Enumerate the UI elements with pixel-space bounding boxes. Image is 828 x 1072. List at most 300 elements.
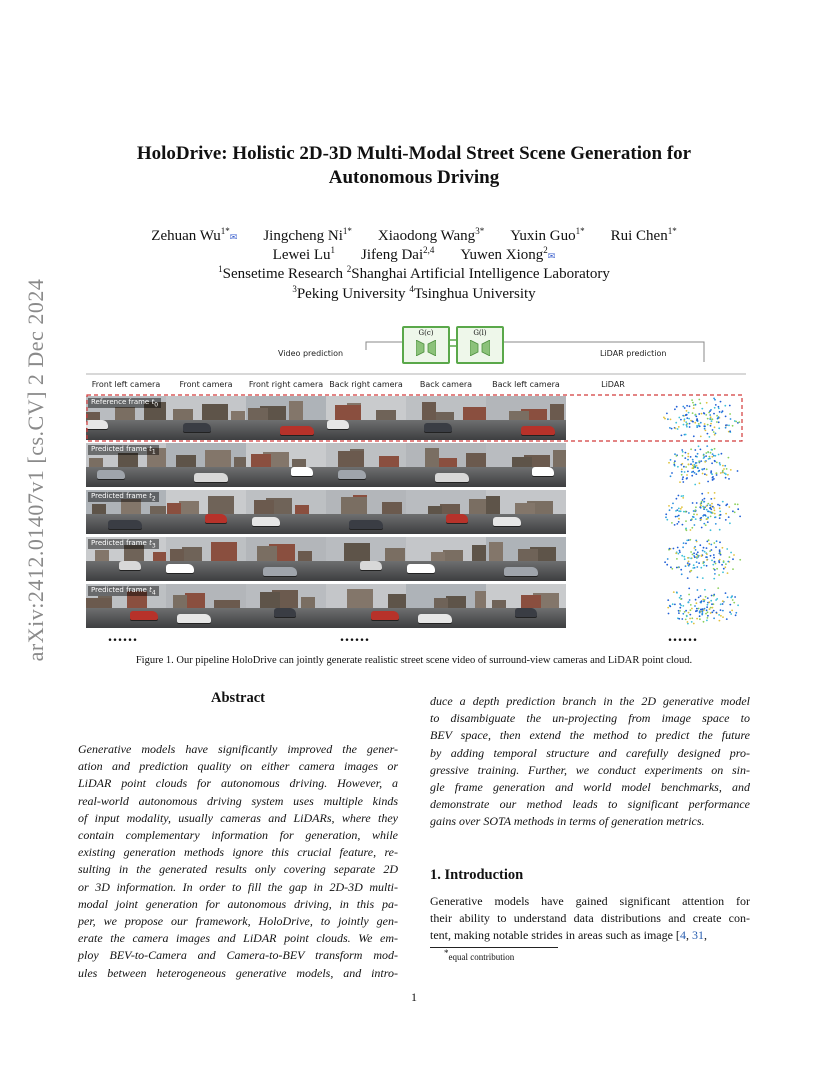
lidar-point — [729, 611, 731, 613]
lidar-point — [714, 573, 716, 575]
lidar-point-cloud — [652, 584, 746, 628]
frame-building — [205, 450, 231, 467]
lidar-point — [696, 557, 698, 559]
lidar-point — [680, 508, 682, 510]
text-line: existing generation methods ignore this crucial feature, re- — [78, 845, 398, 860]
lidar-point — [739, 516, 741, 518]
lidar-point — [712, 564, 714, 566]
lidar-point — [730, 469, 732, 471]
lidar-point — [664, 561, 666, 563]
lidar-point — [719, 517, 721, 519]
lidar-point — [725, 563, 727, 565]
footnote-rule — [430, 947, 558, 948]
author — [460, 247, 555, 263]
lidar-point — [696, 610, 698, 612]
lidar-point — [733, 554, 735, 556]
lidar-point — [681, 449, 683, 451]
lidar-point — [674, 453, 676, 455]
frame-building — [150, 506, 166, 514]
author-affiliation-mark: 3* — [475, 226, 485, 236]
lidar-point — [722, 470, 724, 472]
lidar-point — [675, 552, 677, 554]
affiliation-line-2 — [60, 284, 768, 304]
lidar-point — [676, 523, 678, 525]
lidar-point — [727, 474, 729, 476]
lidar-point — [722, 465, 724, 467]
abstract-heading: Abstract — [211, 690, 265, 706]
lidar-point — [677, 466, 679, 468]
lidar-point — [703, 621, 705, 623]
lidar-point — [676, 592, 678, 594]
lidar-point — [737, 470, 739, 472]
lidar-point — [692, 467, 694, 469]
lidar-point — [722, 547, 724, 549]
lidar-point — [679, 603, 681, 605]
frame-building — [382, 502, 402, 514]
frame-building — [512, 457, 532, 467]
lidar-point — [714, 509, 716, 511]
lidar-point — [696, 514, 698, 516]
footnote — [444, 948, 515, 962]
lidar-point — [713, 610, 715, 612]
lidar-point — [679, 610, 681, 612]
lidar-point — [694, 556, 696, 558]
lidar-point — [673, 462, 675, 464]
envelope-icon: ✉ — [547, 251, 556, 261]
lidar-point — [710, 600, 712, 602]
author-name: Jingcheng Ni — [263, 228, 343, 244]
lidar-point — [719, 511, 721, 513]
lidar-point — [707, 604, 709, 606]
frame-car — [360, 561, 382, 570]
lidar-point — [701, 555, 703, 557]
camera-frame — [246, 537, 326, 581]
lidar-point — [686, 615, 688, 617]
affiliation-line-1 — [60, 264, 768, 284]
affil-text: Shanghai Artificial Intelligence Laboratory — [351, 266, 610, 282]
author — [378, 228, 484, 244]
encoder-decoder-icon — [416, 340, 436, 356]
lidar-point — [688, 512, 690, 514]
text-line: ation and prediction quality on either camera images or — [78, 759, 398, 774]
author — [361, 247, 434, 263]
lidar-point — [719, 462, 721, 464]
lidar-point — [725, 519, 727, 521]
lidar-point — [700, 602, 702, 604]
affil-text: Tsinghua University — [413, 286, 536, 302]
lidar-point — [676, 455, 678, 457]
lidar-point — [665, 513, 667, 515]
lidar-point — [719, 552, 721, 554]
lidar-point — [710, 612, 712, 614]
figure-caption: Figure 1. Our pipeline HoloDrive can jointly generate realistic street scene video of surround-view cameras and LiDAR point cloud. — [135, 655, 693, 666]
lidar-point — [694, 464, 696, 466]
lidar-point — [698, 470, 700, 472]
lidar-point — [732, 568, 734, 570]
lidar-point — [714, 460, 716, 462]
frame-label-var: t — [151, 398, 155, 406]
title-line-1: HoloDrive: Holistic 2D-3D Multi-Modal Street Scene Generation for — [136, 143, 692, 164]
camera-generator-block — [402, 326, 450, 364]
lidar-point — [686, 529, 688, 531]
frame-label-var: t — [149, 539, 152, 547]
text-line: real-world autonomous driving system uses multiple kinds — [78, 793, 398, 808]
lidar-point — [705, 524, 707, 526]
lidar-point — [734, 511, 736, 513]
lidar-point — [677, 516, 679, 518]
citation-link[interactable]: 4 — [679, 928, 686, 943]
lidar-point — [706, 553, 708, 555]
text-line: ules between heterogeneous generative models, and intro- — [78, 965, 398, 980]
author-affiliation-mark: 2,4 — [423, 245, 435, 255]
lidar-point — [710, 607, 712, 609]
lidar-point — [703, 565, 705, 567]
lidar-point — [671, 507, 673, 509]
frame-building — [182, 547, 202, 561]
abstract-continuation — [430, 693, 750, 831]
lidar-point — [706, 509, 708, 511]
lidar-point — [729, 604, 731, 606]
lidar-point — [710, 508, 712, 510]
camera-frame — [406, 584, 486, 628]
lidar-point — [694, 472, 696, 474]
lidar-point — [703, 561, 705, 563]
text-line: to disambiguate the un-projecting from image space to — [430, 711, 750, 726]
lidar-point — [706, 474, 708, 476]
lidar-point — [706, 620, 708, 622]
page-number: 1 — [411, 990, 417, 1004]
camera-frame — [406, 537, 486, 581]
lidar-point — [720, 472, 722, 474]
lidar-point — [688, 565, 690, 567]
lidar-point — [704, 589, 706, 591]
lidar-point — [697, 589, 699, 591]
frame-label-index: 1 — [151, 448, 156, 456]
camera-frame — [406, 490, 486, 534]
lidar-point — [672, 603, 674, 605]
lidar-point — [699, 461, 701, 463]
camera-frame — [86, 490, 166, 534]
lidar-point — [707, 451, 709, 453]
lidar-point — [681, 555, 683, 557]
lidar-point — [670, 459, 672, 461]
lidar-point — [694, 524, 696, 526]
lidar-point — [706, 468, 708, 470]
lidar-point — [707, 481, 709, 483]
camera-frame — [166, 490, 246, 534]
lidar-point — [697, 551, 699, 553]
lidar-point — [692, 471, 694, 473]
frame-building — [257, 546, 277, 561]
lidar-point — [693, 547, 695, 549]
lidar-point — [688, 594, 690, 596]
column-header: Back camera — [419, 380, 473, 389]
frame-car — [252, 517, 280, 526]
lidar-point — [681, 618, 683, 620]
lidar-point — [712, 476, 714, 478]
lidar-point — [719, 507, 721, 509]
lidar-point — [714, 517, 716, 519]
frame-building — [521, 595, 541, 608]
lidar-point — [699, 618, 701, 620]
frame-building — [518, 549, 538, 561]
frame-building — [214, 600, 240, 608]
frame-building — [515, 503, 535, 514]
lidar-point — [713, 455, 715, 457]
lidar-point — [669, 548, 671, 550]
frame-label-index: 0 — [154, 401, 159, 409]
lidar-point — [712, 607, 714, 609]
lidar-point — [695, 506, 697, 508]
lidar-point — [700, 519, 702, 521]
affil-mark: 2 — [346, 264, 352, 274]
frame-road — [246, 467, 326, 487]
lidar-point — [666, 519, 668, 521]
text-segment: , — [703, 928, 707, 943]
author — [151, 228, 237, 244]
lidar-point — [714, 448, 716, 450]
frame-car — [291, 467, 313, 476]
lidar-point — [682, 605, 684, 607]
lidar-point — [692, 567, 694, 569]
lidar-point — [687, 577, 689, 579]
lidar-point — [692, 461, 694, 463]
lidar-point — [686, 474, 688, 476]
lidar-point — [695, 455, 697, 457]
lidar-point — [693, 516, 695, 518]
lidar-point — [687, 602, 689, 604]
column-header: Front right camera — [248, 380, 324, 389]
lidar-point — [739, 559, 741, 561]
lidar-point — [687, 623, 689, 625]
frame-car — [177, 614, 211, 623]
lidar-point — [714, 498, 716, 500]
introduction-body — [430, 893, 750, 945]
lidar-point — [707, 617, 709, 619]
camera-frame — [326, 584, 406, 628]
frame-building — [486, 496, 500, 514]
camera-frame — [326, 537, 406, 581]
lidar-point — [717, 504, 719, 506]
camera-frame — [486, 584, 566, 628]
authors-row-2 — [60, 245, 768, 266]
lidar-point — [681, 573, 683, 575]
lidar-point — [711, 549, 713, 551]
lidar-point — [706, 445, 708, 447]
lidar-point — [734, 503, 736, 505]
lidar-point — [671, 522, 673, 524]
lidar-point — [674, 524, 676, 526]
lidar-point — [675, 516, 677, 518]
lidar-point — [727, 561, 729, 563]
frame-car — [515, 608, 537, 617]
author — [273, 247, 335, 263]
lidar-point — [732, 510, 734, 512]
lidar-point — [671, 568, 673, 570]
lidar-point — [725, 592, 727, 594]
lidar-point — [688, 612, 690, 614]
lidar-point — [718, 560, 720, 562]
lidar-point — [682, 451, 684, 453]
lidar-point — [708, 601, 710, 603]
lidar-point — [710, 529, 712, 531]
frame-building — [379, 456, 399, 467]
lidar-point — [704, 608, 706, 610]
lidar-point — [709, 608, 711, 610]
lidar-point — [707, 503, 709, 505]
frame-label — [88, 586, 159, 596]
lidar-point — [716, 472, 718, 474]
frame-building — [211, 542, 237, 561]
frame-car — [446, 514, 468, 523]
lidar-point — [710, 505, 712, 507]
lidar-point — [676, 567, 678, 569]
lidar-point — [693, 513, 695, 515]
author-name: Jifeng Dai — [361, 247, 424, 263]
lidar-point — [674, 460, 676, 462]
lidar-point — [686, 478, 688, 480]
frame-building — [434, 598, 448, 608]
lidar-point — [702, 577, 704, 579]
lidar-point — [710, 512, 712, 514]
lidar-point — [706, 518, 708, 520]
lidar-point — [668, 505, 670, 507]
ellipsis-center: ...... — [340, 628, 370, 645]
lidar-point — [730, 613, 732, 615]
lidar-point — [716, 568, 718, 570]
frame-building — [385, 548, 405, 561]
lidar-point — [715, 563, 717, 565]
lidar-point — [691, 608, 693, 610]
lidar-point — [721, 453, 723, 455]
frame-car — [130, 611, 158, 620]
lidar-point — [681, 495, 683, 497]
lidar-point — [703, 501, 705, 503]
lidar-point — [720, 603, 722, 605]
author-affiliation-mark: 1* — [342, 226, 352, 236]
lidar-point — [693, 552, 695, 554]
lidar-point — [723, 468, 725, 470]
frame-row — [86, 537, 646, 581]
lidar-point — [673, 548, 675, 550]
frame-building — [173, 595, 187, 608]
lidar-point — [696, 502, 698, 504]
affil-mark: 3 — [292, 284, 297, 294]
lidar-point — [688, 463, 690, 465]
lidar-point — [704, 551, 706, 553]
lidar-point — [710, 555, 712, 557]
lidar-point — [725, 473, 727, 475]
lidar-point — [676, 558, 678, 560]
frame-building — [170, 549, 184, 561]
frame-row — [86, 443, 646, 487]
lidar-point — [713, 554, 715, 556]
lidar-point — [683, 466, 685, 468]
lidar-point — [700, 503, 702, 505]
frame-building — [425, 448, 439, 467]
author — [510, 228, 584, 244]
lidar-point — [696, 561, 698, 563]
lidar-point — [728, 516, 730, 518]
lidar-point — [719, 620, 721, 622]
lidar-point — [682, 613, 684, 615]
lidar-point — [727, 572, 729, 574]
frame-label — [88, 445, 159, 455]
lidar-point — [681, 469, 683, 471]
frame-building — [469, 499, 486, 514]
lidar-point — [678, 553, 680, 555]
text-line: or 3D information. In order to fill the gap in 2D-3D multi- — [78, 879, 398, 894]
author-affiliation-mark: 2 — [543, 245, 548, 255]
frame-car — [349, 520, 383, 529]
lidar-point — [731, 596, 733, 598]
lidar-point — [687, 557, 689, 559]
text-line: LiDAR point clouds for autonomous driving. However, a — [78, 776, 398, 791]
text-line: demonstrate our method leads to significant performance — [430, 797, 750, 812]
lidar-point — [697, 453, 699, 455]
video-prediction-label: Video prediction — [278, 349, 344, 358]
lidar-point — [689, 539, 691, 541]
frame-building — [437, 458, 457, 467]
lidar-point — [689, 599, 691, 601]
lidar-point — [685, 619, 687, 621]
camera-frame — [166, 443, 246, 487]
lidar-point — [737, 604, 739, 606]
lidar-point — [703, 507, 705, 509]
lidar-point — [714, 569, 716, 571]
lidar-point — [705, 613, 707, 615]
lidar-point — [672, 503, 674, 505]
lidar-point — [720, 514, 722, 516]
lidar-point — [681, 474, 683, 476]
lidar-point — [682, 478, 684, 480]
lidar-point — [697, 467, 699, 469]
lidar-point — [700, 595, 702, 597]
lidar-point — [671, 472, 673, 474]
lidar-point — [681, 471, 683, 473]
text-line: erate the camera images and LiDAR point clouds. We em- — [78, 931, 398, 946]
lidar-point — [711, 462, 713, 464]
lidar-point — [693, 466, 695, 468]
column-header: Front camera — [179, 380, 233, 389]
frame-car — [407, 564, 435, 573]
frame-building — [443, 550, 463, 561]
lidar-point — [678, 518, 680, 520]
lidar-point — [737, 504, 739, 506]
lidar-point — [674, 604, 676, 606]
lidar-point — [716, 474, 718, 476]
citation-link[interactable]: 31 — [691, 928, 704, 943]
paper-title — [60, 142, 768, 190]
lidar-point — [722, 616, 724, 618]
lidar-point — [735, 614, 737, 616]
lidar-point — [690, 551, 692, 553]
lidar-point — [691, 621, 693, 623]
lidar-point — [725, 513, 727, 515]
camera-frame — [486, 443, 566, 487]
lidar-point — [701, 527, 703, 529]
frame-car — [108, 520, 142, 529]
lidar-point — [699, 544, 701, 546]
arxiv-identifier: arXiv:2412.01407v1 [cs.CV] 2 Dec 2024 — [23, 278, 48, 662]
lidar-point — [693, 623, 695, 625]
lidar-point — [702, 473, 704, 475]
lidar-point — [689, 614, 691, 616]
frame-label-index: 3 — [151, 542, 156, 550]
frame-car — [371, 611, 399, 620]
lidar-point — [679, 607, 681, 609]
title-line-2: Autonomous Driving — [328, 167, 500, 188]
